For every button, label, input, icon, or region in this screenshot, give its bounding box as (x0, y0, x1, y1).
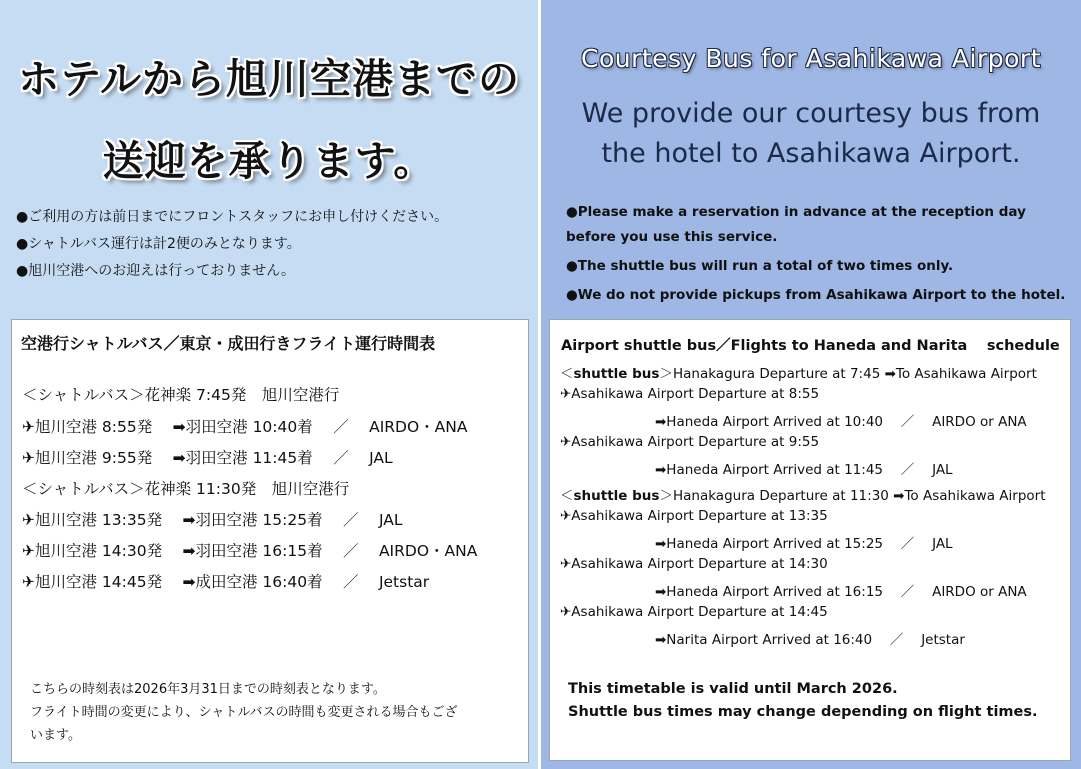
japanese-footer-line2: フライト時間の変更により、シャトルバスの時間も変更される場合もござ (30, 705, 458, 720)
shuttle-bus-label: shuttle bus (573, 366, 660, 382)
english-subtitle-line1: We provide our courtesy bus from (581, 98, 1041, 129)
japanese-timetable-row: ✈旭川空港 14:45発 ➡成田空港 16:40着 ／ Jetstar (22, 573, 430, 591)
japanese-note-reservation: ●ご利用の方は前日までにフロントスタッフにお申し付けください。 (16, 209, 449, 225)
row-text: ＞Hanakagura Departure at 7:45 ➡To Asahikawa Airport (659, 366, 1037, 382)
english-timetable-row: ✈Asahikawa Airport Departure at 8:55 (560, 386, 820, 402)
english-footer-line1: This timetable is valid until March 2026. (568, 681, 898, 697)
english-timetable-row: ➡Haneda Airport Arrived at 10:40 ／ AIRDO or ANA (655, 414, 1027, 430)
english-timetable-row: ✈Asahikawa Airport Departure at 9:55 (560, 434, 820, 450)
english-footer-note (568, 678, 1048, 724)
english-note-reservation: ●Please make a reservation in advance at the reception day before you use this service. (566, 204, 1026, 245)
english-note-no-pickup: ●We do not provide pickups from Asahikawa Airport to the hotel. (566, 287, 1066, 303)
english-timetable-panel (549, 319, 1071, 761)
english-timetable-row (560, 362, 1037, 382)
japanese-note-two-trips: ●シャトルバス運行は計2便のみとなります。 (16, 236, 301, 252)
english-timetable-row: ➡Haneda Airport Arrived at 11:45 ／ JAL (655, 462, 953, 478)
row-text: ＞Hanakagura Departure at 11:30 ➡To Asahikawa Airport (659, 488, 1046, 504)
japanese-timetable-row: ＜シャトルバス＞花神楽 11:30発 旭川空港行 (22, 480, 350, 498)
japanese-footer-line1: こちらの時刻表は2026年3月31日までの時刻表となります。 (30, 682, 386, 697)
english-note-two-trips: ●The shuttle bus will run a total of two times only. (566, 258, 954, 274)
english-timetable-title: Airport shuttle bus／Flights to Haneda and Narita schedule (561, 338, 1060, 354)
japanese-timetable-row: ✈旭川空港 9:55発 ➡羽田空港 11:45着 ／ JAL (22, 449, 393, 467)
japanese-note-no-pickup: ●旭川空港へのお迎えは行っておりません。 (16, 263, 296, 279)
english-notes (566, 200, 1071, 312)
english-timetable-row: ✈Asahikawa Airport Departure at 13:35 (560, 508, 828, 524)
japanese-title-line1: ホテルから旭川空港までの (18, 55, 520, 103)
japanese-timetable-row: ✈旭川空港 13:35発 ➡羽田空港 15:25着 ／ JAL (22, 511, 403, 529)
japanese-timetable-title: 空港行シャトルバス／東京・成田行きフライト運行時間表 (21, 334, 436, 353)
english-timetable-row: ✈Asahikawa Airport Departure at 14:45 (560, 604, 828, 620)
english-timetable-row: ✈Asahikawa Airport Departure at 14:30 (560, 556, 828, 572)
english-subtitle (541, 94, 1081, 174)
shuttle-bus-label: shuttle bus (573, 488, 660, 504)
english-title: Courtesy Bus for Asahikawa Airport (581, 44, 1041, 73)
english-timetable-row: ➡Narita Airport Arrived at 16:40 ／ Jetstar (655, 632, 965, 648)
japanese-timetable-row: ＜シャトルバス＞花神楽 7:45発 旭川空港行 (22, 386, 340, 404)
japanese-title-line2: 送迎を承ります。 (102, 137, 436, 185)
english-footer-line2: Shuttle bus times may change depending on flight times. (568, 704, 1038, 720)
english-timetable-row: ➡Haneda Airport Arrived at 16:15 ／ AIRDO or ANA (655, 584, 1027, 600)
english-timetable-row: ➡Haneda Airport Arrived at 15:25 ／ JAL (655, 536, 953, 552)
english-subtitle-line2: the hotel to Asahikawa Airport. (601, 138, 1021, 169)
japanese-footer-line3: います。 (30, 728, 81, 743)
japanese-timetable-row: ✈旭川空港 14:30発 ➡羽田空港 16:15着 ／ AIRDO・ANA (22, 542, 478, 560)
english-timetable-row (560, 484, 1046, 504)
row-prefix: ＜ (560, 366, 574, 382)
japanese-footer-note (30, 678, 500, 747)
japanese-notes (16, 204, 531, 285)
japanese-timetable-panel (11, 319, 529, 763)
row-prefix: ＜ (560, 488, 574, 504)
japanese-timetable-row: ✈旭川空港 8:55発 ➡羽田空港 10:40着 ／ AIRDO・ANA (22, 418, 468, 436)
